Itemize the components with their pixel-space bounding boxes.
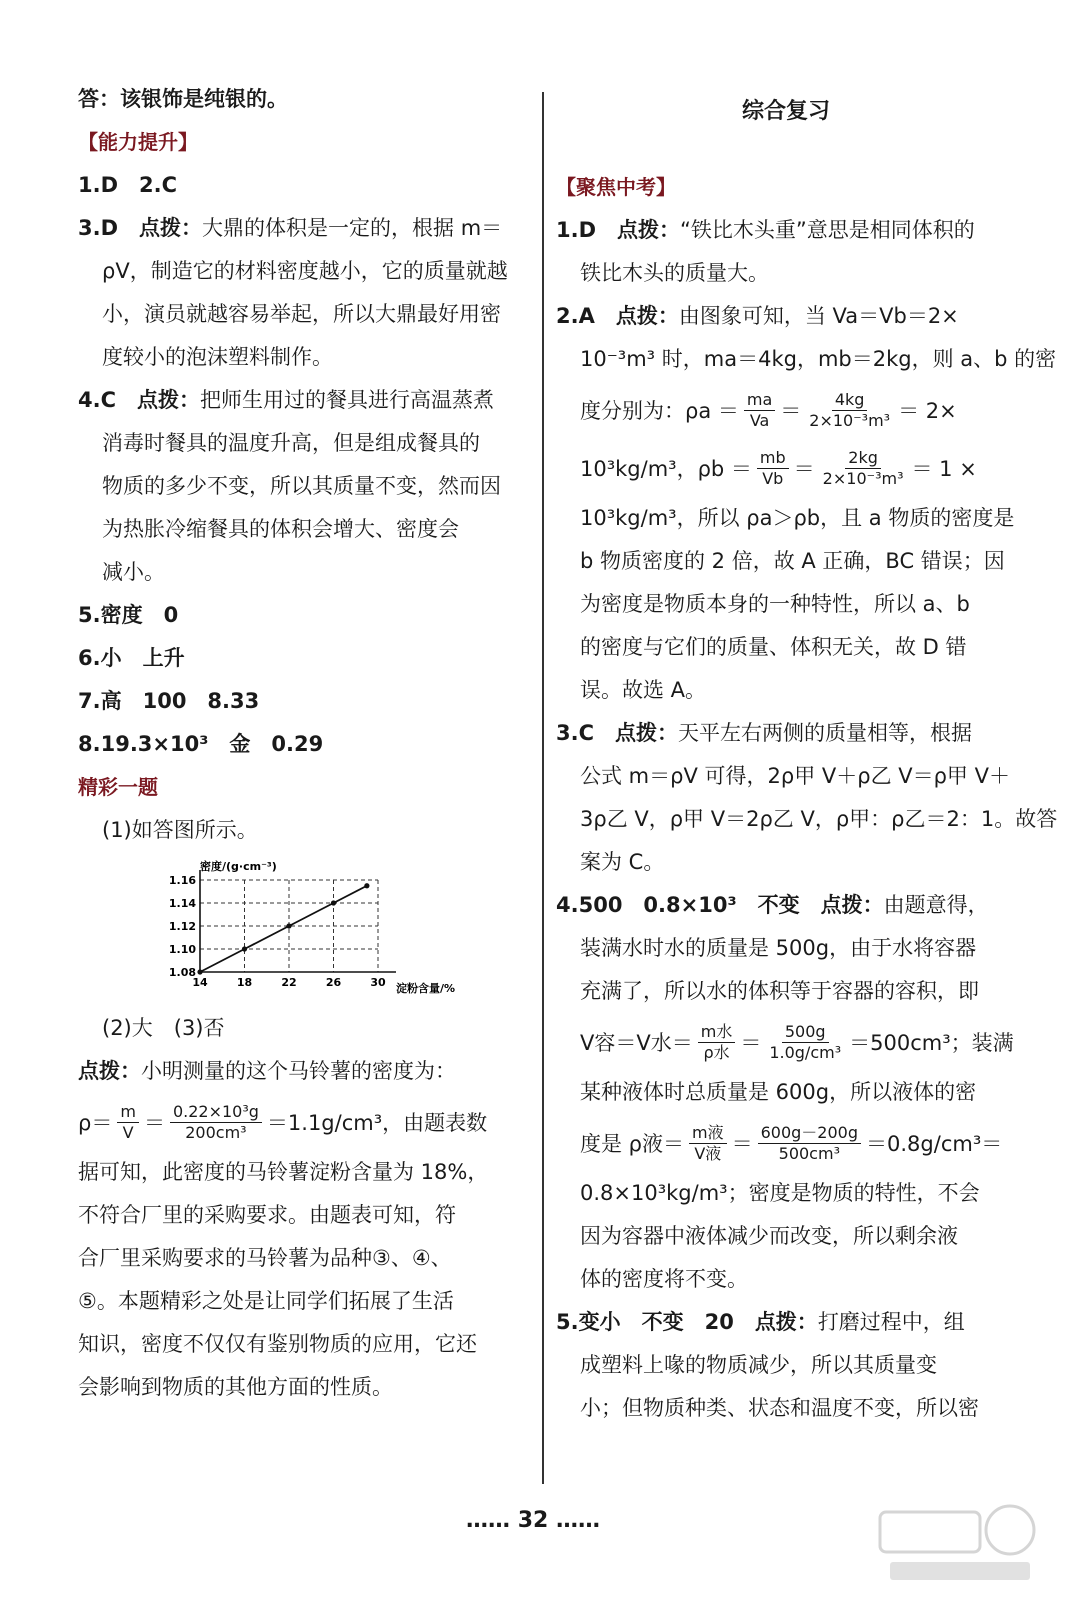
section-header-ability: 【能力提升】 (78, 130, 198, 154)
x-tick-label: 26 (325, 976, 342, 989)
y-tick-label: 1.14 (168, 897, 196, 910)
right-answer-4-line: 充满了，所以水的体积等于容器的容积，即 (580, 979, 979, 1003)
fraction: $\frac{2kg}{\text{2×10⁻³m³}}$ (822, 447, 904, 488)
answer-7: 7.高 100 8.33 (78, 689, 260, 713)
hint-tag: 点拨： (617, 218, 681, 242)
fraction: $\frac{ma}{Va}$ (744, 390, 775, 431)
right-answer-5-line: 小；但物质种类、状态和温度不变，所以密 (580, 1396, 979, 1420)
answer-3-line: 小，演员就越容易举起，所以大鼎最好用密 (102, 302, 501, 326)
wonder-hint: 点拨：小明测量的这个马铃薯的密度为： (78, 1059, 456, 1083)
answer-4: 4.C 点拨：把师生用过的餐具进行高温蒸煮 (78, 388, 495, 412)
right-answer-3-line: 案为 C。 (580, 850, 665, 874)
wonder-line: 据可知，此密度的马铃薯淀粉含量为 18%， (78, 1160, 489, 1184)
answer-3: 3.D 点拨：大鼎的体积是一定的，根据 m＝ (78, 216, 503, 240)
data-point (364, 883, 369, 888)
x-tick-label: 30 (370, 976, 386, 989)
fraction: $\frac{600g-200g}{\text{500cm³}}$ (758, 1123, 861, 1164)
right-answer-3-line: 公式 m＝ρV 可得，2ρ甲 V＋ρ乙 V＝ρ甲 V＋ (580, 764, 1010, 788)
answer-1-2: 1.D 2.C (78, 173, 178, 197)
left-column (78, 78, 528, 1409)
wonder-line: 会影响到物质的其他方面的性质。 (78, 1375, 393, 1399)
right-answer-4-line: 因为容器中液体减少而改变，所以剩余液 (580, 1224, 958, 1248)
answer-6: 6.小 上升 (78, 646, 185, 670)
answer-4-line: 物质的多少不变，所以其质量不变，然而因 (102, 474, 501, 498)
data-point (286, 923, 291, 928)
watermark-logo (870, 1500, 1040, 1590)
data-point (331, 900, 336, 905)
x-tick-label: 18 (236, 976, 253, 989)
chart-x-label: 淀粉含量/% (396, 982, 456, 995)
fraction: $\frac{mb}{Vb}$ (757, 448, 789, 489)
chart-y-label: 密度/(g·cm⁻³) (200, 860, 277, 873)
answer-4-line: 减小。 (102, 560, 165, 584)
right-answer-5-line: 成塑料上喙的物质减少，所以其质量变 (580, 1353, 937, 1377)
section-header-wonder: 精彩一题 (78, 775, 158, 799)
hint-tag: 点拨： (137, 388, 201, 412)
right-answer-4-line: 0.8×10³kg/m³；密度是物质的特性，不会 (580, 1181, 980, 1205)
chart-series (197, 883, 369, 974)
fraction: $\frac{m}{V}$ (117, 1102, 139, 1143)
wonder-line: ⑤。本题精彩之处是让同学们拓展了生活 (78, 1289, 454, 1313)
right-answer-4-line: 某种液体时总质量是 600g，所以液体的密 (580, 1080, 977, 1104)
wonder-part-1: (1)如答图所示。 (102, 818, 258, 842)
hint-tag: 点拨： (139, 216, 203, 240)
right-answer-4: 4.500 0.8×10³ 不变 点拨：由题意得， (556, 893, 989, 917)
hint-tag: 点拨： (754, 1310, 818, 1334)
right-answer-4-line: 体的密度将不变。 (580, 1267, 748, 1291)
hint-tag: 点拨： (78, 1059, 141, 1083)
data-point (197, 969, 202, 974)
wonder-line: 知识，密度不仅仅有鉴别物质的应用，它还 (78, 1332, 477, 1356)
hint-tag: 点拨： (615, 304, 679, 328)
right-answer-2-line: 10³kg/m³，所以 ρa＞ρb，且 a 物质的密度是 (580, 506, 1015, 530)
right-answer-2-line: 为密度是物质本身的一种特性，所以 a、b (580, 592, 970, 616)
right-answer-4-formula-a: V容＝V水＝ $\frac{\text{m水}}{\text{ρ水}}$ ＝ $\frac{500g}{\text{1.0g/cm³}}$ ＝500cm³；装满 (580, 1021, 1014, 1062)
right-answer-2-formula-a: 度分别为：ρa ＝ $\frac{ma}{Va}$ ＝ $\frac{4kg}{\text{2×10⁻³m³}}$ ＝ 2× (580, 389, 957, 430)
right-answer-1: 1.D 点拨：“铁比木头重”意思是相同体积的 (556, 218, 975, 242)
right-answer-2: 2.A 点拨：由图象可知，当 Va＝Vb＝2× (556, 304, 959, 328)
column-divider (542, 92, 544, 1484)
section-title: 综合复习 (741, 99, 830, 124)
wonder-line: 不符合厂里的采购要求。由题表可知，符 (78, 1203, 456, 1227)
right-answer-5: 5.变小 不变 20 点拨：打磨过程中，组 (556, 1310, 965, 1334)
answer-line: 答：该银饰是纯银的。 (78, 87, 288, 111)
right-answer-2-formula-b: 10³kg/m³，ρb ＝ $\frac{mb}{Vb}$ ＝ $\frac{2kg}{\text{2×10⁻³m³}}$ ＝ 1 × (580, 447, 977, 488)
series-line (200, 886, 367, 972)
y-tick-label: 1.12 (168, 920, 196, 933)
answer-3-line: 度较小的泡沫塑料制作。 (102, 345, 333, 369)
answer-4-line: 消毒时餐具的温度升高，但是组成餐具的 (102, 431, 480, 455)
y-tick-label: 1.16 (168, 874, 196, 887)
right-answer-2-line: b 物质密度的 2 倍，故 A 正确，BC 错误；因 (580, 549, 1005, 573)
fraction: $\frac{4kg}{\text{2×10⁻³m³}}$ (809, 389, 891, 430)
right-answer-4-formula-b: 度是 ρ液＝ $\frac{\text{m液}}{\text{V液}}$ ＝ $\frac{600g-200g}{\text{500cm³}}$ ＝0.8g/cm³＝ (580, 1122, 1003, 1163)
y-tick-label: 1.10 (168, 943, 196, 956)
right-answer-3-line: 3ρ乙 V，ρ甲 V＝2ρ乙 V，ρ甲：ρ乙＝2：1。故答 (580, 807, 1058, 831)
data-point (242, 946, 247, 951)
right-answer-4-line: 装满水时水的质量是 500g，由于水将容器 (580, 936, 977, 960)
answer-3-line: ρV，制造它的材料密度越小，它的质量就越 (102, 259, 508, 283)
x-tick-label: 14 (192, 976, 208, 989)
fraction: $\frac{\text{0.22×10³g}}{\text{200cm³}}$ (170, 1102, 262, 1143)
right-answer-2-line: 10⁻³m³ 时，ma＝4kg，mb＝2kg，则 a、b 的密 (580, 347, 1057, 371)
right-column (556, 78, 1058, 1430)
wonder-line: 合厂里采购要求的马铃薯为品种③、④、 (78, 1246, 452, 1270)
fraction: $\frac{500g}{\text{1.0g/cm³}}$ (769, 1021, 842, 1062)
right-answer-1-line: 铁比木头的质量大。 (580, 261, 769, 285)
wonder-formula: ρ＝ $\frac{m}{V}$ ＝ $\frac{\text{0.22×10³g}}{\text{200cm³}}$ ＝1.1g/cm³，由题表数 (78, 1101, 488, 1142)
y-tick-label: 1.08 (168, 966, 196, 979)
right-answer-3: 3.C 点拨：天平左右两侧的质量相等，根据 (556, 721, 973, 745)
answer-8: 8.19.3×10³ 金 0.29 (78, 732, 324, 756)
hint-tag: 点拨： (820, 893, 884, 917)
density-chart (148, 856, 468, 1001)
fraction: $\frac{\text{m水}}{\text{ρ水}}$ (698, 1022, 736, 1063)
hint-tag: 点拨： (615, 721, 679, 745)
x-tick-label: 22 (281, 976, 297, 989)
wonder-part-2-3: (2)大 (3)否 (102, 1016, 225, 1040)
answer-4-line: 为热胀冷缩餐具的体积会增大、密度会 (102, 517, 459, 541)
fraction: $\frac{\text{m液}}{\text{V液}}$ (689, 1123, 727, 1164)
answer-5: 5.密度 0 (78, 603, 179, 627)
right-answer-2-line: 误。故选 A。 (580, 678, 707, 702)
answer-number: 3.D (78, 216, 119, 240)
page-number: …… 32 …… (466, 1508, 600, 1533)
right-answer-2-line: 的密度与它们的质量、体积无关，故 D 错 (580, 635, 967, 659)
section-header-focus: 【聚焦中考】 (556, 175, 676, 199)
